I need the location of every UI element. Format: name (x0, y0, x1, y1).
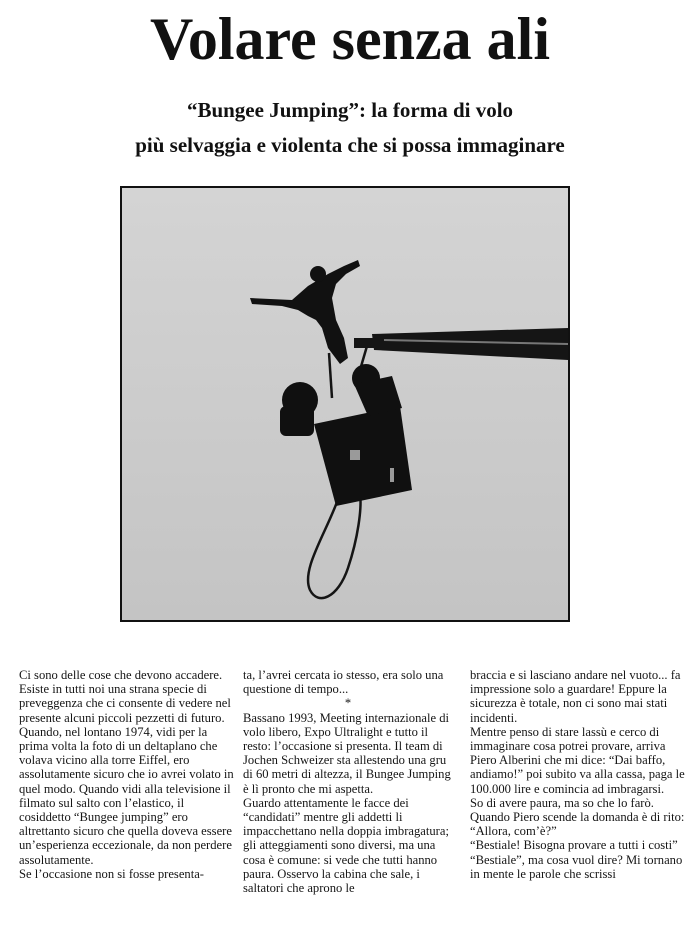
paragraph: Guardo attentamente le facce dei “candidati” mentre gli addetti li impacchettano nella doppia imbragatura; gli atteggiamenti sono diversi, ma una cosa è comune: si vede che tutti hanno paura. Osservo la cabina che sale, i saltatori che aprono le (243, 795, 449, 896)
paragraph: Se l’occasione non si fosse presenta- (19, 866, 205, 881)
paragraph: Mentre penso di stare lassù e cerco di immaginare cosa potrei provare, arriva Piero Alberini che mi dice: “Dai baffo, andiamo!” poi subito va alla cassa, paga le 100.000 lire e comincia ad imbragarsi. (470, 724, 685, 796)
paragraph: So di avere paura, ma so che lo farò. (470, 795, 654, 810)
article-subtitle-line-1: “Bungee Jumping”: la forma di volo (186, 98, 514, 122)
paragraph: Ci sono delle cose che devono accadere. Esiste in tutti noi una strana specie di preveggenza che ci consente di vedere nel presente alcuni piccoli pezzetti di futuro. (19, 668, 231, 725)
text-column-3 (470, 668, 690, 881)
paragraph: braccia e si lasciano andare nel vuoto... fa impressione solo a guardare! Eppure la sicurezza è totale, non ci sono mai stati incidenti. (470, 668, 681, 725)
paragraph: Quando, nel lontano 1974, vidi per la prima volta la foto di un deltaplano che volava vicino alla torre Eiffel, ero assolutamente sicuro che io avrei volato in quel modo. Quando vidi alla televisione il filmato sul salto con l’elastico, il cosiddetto “Bungee jumping” ero altrettanto sicuro che quella doveva essere un’esperienza eccezionale, da non perdere assolutamente. (19, 724, 234, 867)
paragraph: “Bestiale”, ma cosa vuol dire? Mi tornano in mente le parole che scrissi (470, 852, 683, 881)
paragraph: Quando Piero scende la domanda è di rito: “Allora, com’è?” (470, 810, 685, 839)
paragraph: ta, l’avrei cercata io stesso, era solo una questione di tempo... (243, 668, 444, 697)
paragraph: Bassano 1993, Meeting internazionale di volo libero, Expo Ultralight e tutto il resto: l’occasione si presenta. Il team di Jochen Schweizer sta allestendo una gru di 60 metri di altezza, il Bungee Jumping è lì pronto che mi aspetta. (243, 710, 451, 796)
article-title: Volare senza ali (150, 6, 550, 72)
paragraph: “Bestiale! Bisogna provare a tutti i costi” (470, 838, 678, 853)
text-column-2 (243, 668, 458, 895)
photo-silhouette-icon (122, 188, 568, 620)
bungee-jumper-crane-photo (120, 186, 570, 622)
article-subtitle-line-2: più selvaggia e violenta che si possa immaginare (135, 133, 565, 157)
section-separator: * (344, 696, 352, 711)
text-column-1 (19, 668, 234, 881)
